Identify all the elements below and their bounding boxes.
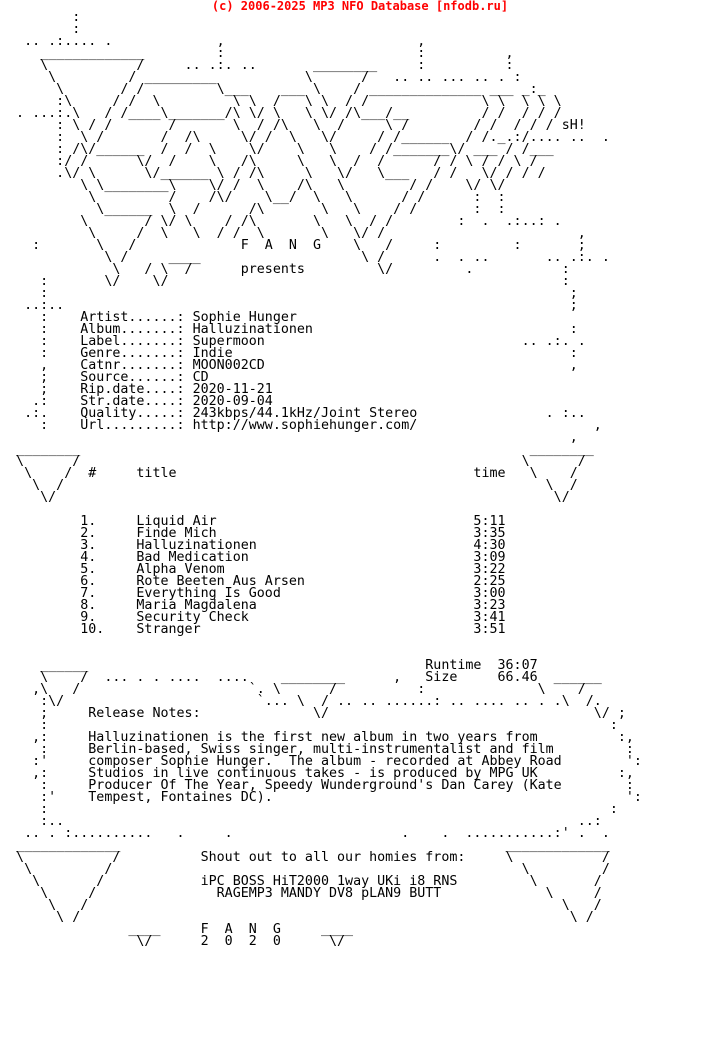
- nfo-line: : \ / F A N G \ / : : ;: [0, 238, 586, 253]
- nfo-line: : :: [0, 802, 618, 817]
- nfo-line: ,\ / `. \ / : \ /: [0, 682, 586, 697]
- nfo-line: ..:.. ;: [0, 298, 578, 313]
- nfo-line: : Producer Of The Year, Speedy Wunderground's Dan Carey (Kate :: [0, 778, 634, 793]
- nfo-line: . ...:.\ / /____\_______/\ \/ \ \ \/ /\___/__ / / / / /: [0, 106, 562, 121]
- nfo-line: 4. Bad Medication 3:09: [0, 550, 506, 565]
- nfo-line: \ / _________ \ / .. .. ... .. . :: [0, 70, 522, 85]
- nfo-line: \ \________\ \/ / \ /\ \ / / \/ \/: [0, 178, 506, 193]
- nfo-line: \/ 2 0 2 0 \/: [0, 934, 346, 949]
- nfo-line: 10. Stranger 3:51: [0, 622, 506, 637]
- nfo-line: \ / \ /: [0, 898, 602, 913]
- nfo-line: \ / \ /: [0, 478, 578, 493]
- nfo-line: \ / /\/ \__/ \ \ / / : :: [0, 190, 506, 205]
- nfo-line: , Catnr.......: MOON002CD ,: [0, 358, 578, 373]
- nfo-line: : \/ \/ :: [0, 274, 570, 289]
- nfo-line: .. . :.......... . . . . ...........:' . .: [0, 826, 610, 841]
- nfo-line: : Url.........: http://www.sophiehunger.com/ ,: [0, 418, 602, 433]
- nfo-line: 1. Liquid Air 5:11: [0, 514, 506, 529]
- nfo-line: ______ Runtime 36:07: [0, 658, 538, 673]
- nfo-line: : Genre.......: Indie :: [0, 346, 578, 361]
- nfo-line: ; Release Notes: \/ \/ ;: [0, 706, 626, 721]
- nfo-line: .. .:.... . , ,: [0, 34, 426, 49]
- nfo-line: :\ / / \ \ \ / \ \ / / \ \ \ \ \: [0, 94, 562, 109]
- nfo-line: \ / \/ \ / /\ \ \ / / : . .:..: .: [0, 214, 562, 229]
- nfo-line: _____________ : : ,: [0, 46, 514, 61]
- nfo-line: ________ ________: [0, 442, 594, 457]
- nfo-line: 3. Halluzinationen 4:30: [0, 538, 506, 553]
- nfo-line: : \ / / /\ \/ / \ \/ / /______ / /._.:/.... .. .: [0, 130, 610, 145]
- nfo-line: :\/ `... \ / .. .. ......: .. .... .. . .\ /.: [0, 694, 602, 709]
- nfo-line: \______ \ / /\ \ \ / / : :: [0, 202, 506, 217]
- nfo-line: ; Source......: CD: [0, 370, 209, 385]
- nfo-line: _____________ _____________: [0, 838, 610, 853]
- nfo-line: :' Tempest, Fontaines DC). ':: [0, 790, 642, 805]
- nfo-line: \ / / \___ ___ \ / ______________ ___ _:_: [0, 82, 546, 97]
- nfo-line: : /\/______ / / \ \/ \ \ / /_______\/ ___ / /___: [0, 142, 554, 157]
- nfo-line: 5. Alpha Venom 3:22: [0, 562, 506, 577]
- nfo-line: \/ \/: [0, 490, 570, 505]
- nfo-line: \ / \ /: [0, 862, 610, 877]
- nfo-line: :/ / \/ / \ /\ \ \ / / / / \ / / \ /: [0, 154, 538, 169]
- nfo-line: .\/ \ \/______ \ / /\ \ \/ \___ / / \/ / / /: [0, 166, 546, 181]
- nfo-line: .:. Quality.....: 243kbps/44.1kHz/Joint Stereo . :..: [0, 406, 586, 421]
- nfo-line: : ;: [0, 286, 578, 301]
- nfo-line: :.. ..:: [0, 814, 602, 829]
- nfo-line: \ / .. .:. .. ________ : :: [0, 58, 514, 73]
- site-header: (c) 2006-2025 MP3 NFO Database [nfodb.ru]: [211, 0, 509, 13]
- nfo-line: \ / \ / presents \/ . :: [0, 262, 570, 277]
- nfo-line: \ / Shout out to all our homies from: \ /: [0, 850, 610, 865]
- nfo-line: ____ F A N G ____: [0, 922, 354, 937]
- nfo-line: ,: Studios in live continuous takes - is produced by MPG UK :,: [0, 766, 634, 781]
- nfo-line: \ / # title time \ /: [0, 466, 578, 481]
- nfo-text: [0, 12, 642, 948]
- nfo-line: \ / iPC BOSS HiT2000 1way UKi i8 RNS \ /: [0, 874, 602, 889]
- nfo-line: \ / RAGEMP3 MANDY DV8 pLAN9 BUTT \ /: [0, 886, 602, 901]
- nfo-line: : Berlin-based, Swiss singer, multi-instrumentalist and film :: [0, 742, 634, 757]
- nfo-line: : Artist......: Sophie Hunger: [0, 310, 297, 325]
- nfo-line: : \ / / / \ / /\ \ / \ / / / / / / sH!: [0, 118, 586, 133]
- nfo-line: .: Str.date....: 2020-09-04: [0, 394, 273, 409]
- nfo-line: ,: [0, 430, 578, 445]
- nfo-line: : Album.......: Halluzinationen :: [0, 322, 578, 337]
- nfo-line: \ / \ /: [0, 910, 594, 925]
- nfo-line: \ / ... . . .... .... ________ , Size 66.46 ______: [0, 670, 602, 685]
- nfo-line: : Label.......: Supermoon .. .:. .: [0, 334, 586, 349]
- nfo-line: \ / ____ \ / . . .. .. .:. .: [0, 250, 610, 265]
- nfo-line: \ / \ \ / / \ \ \/ / ,: [0, 226, 586, 241]
- nfo-line: 6. Rote Beeten Aus Arsen 2:25: [0, 574, 506, 589]
- nfo-line: :' composer Sophie Hunger. The album - recorded at Abbey Road ':: [0, 754, 642, 769]
- nfo-line: :: [0, 22, 81, 37]
- nfo-line: :: [0, 10, 81, 25]
- nfo-line: \ / \ /: [0, 454, 586, 469]
- nfo-line: : :: [0, 718, 618, 733]
- nfo-line: 7. Everything Is Good 3:00: [0, 586, 506, 601]
- nfo-line: ; Rip.date....: 2020-11-21: [0, 382, 273, 397]
- nfo-line: 9. Security Check 3:41: [0, 610, 506, 625]
- nfo-line: 8. Maria Magdalena 3:23: [0, 598, 506, 613]
- nfo-line: 2. Finde Mich 3:35: [0, 526, 506, 541]
- nfo-line: ,: Halluzinationen is the first new album in two years from :,: [0, 730, 634, 745]
